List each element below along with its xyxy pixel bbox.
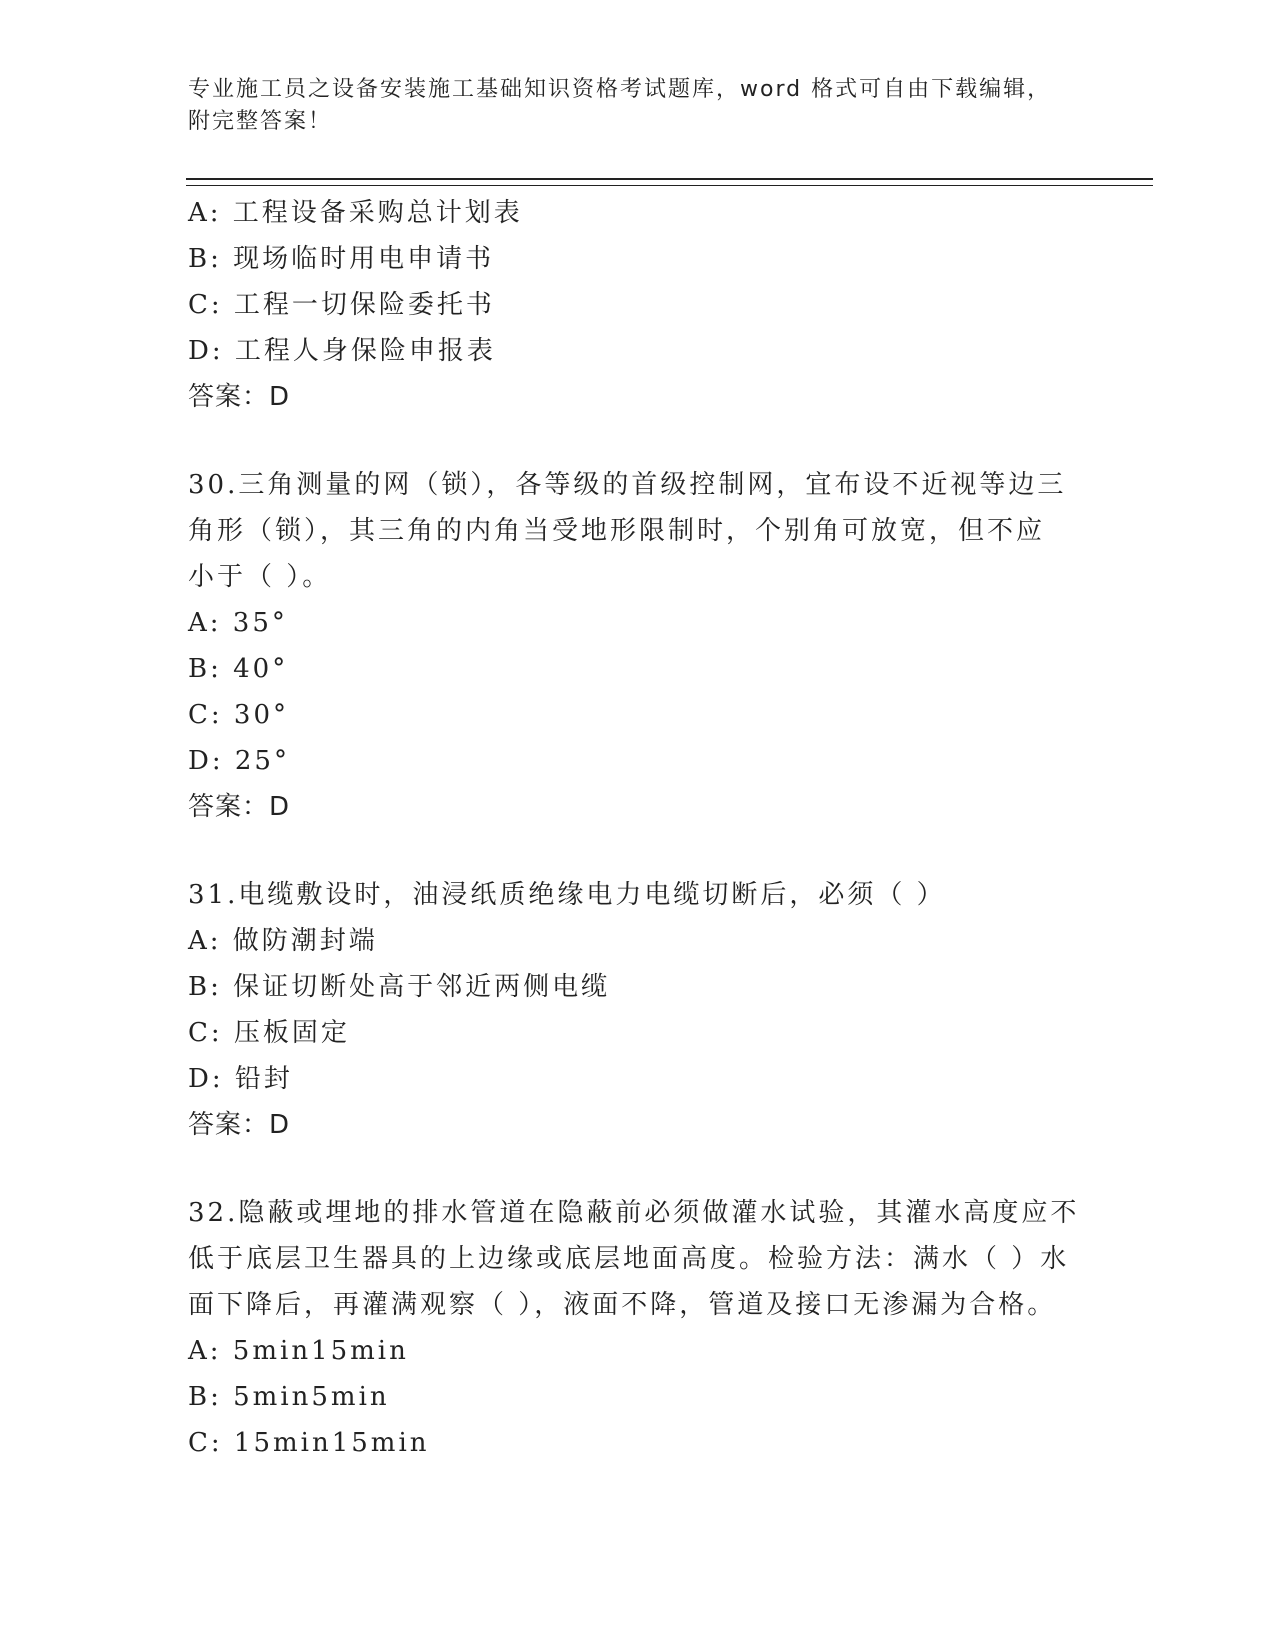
option-b: B: 5min5min (188, 1382, 390, 1412)
option-a: A: 工程设备采购总计划表 (188, 198, 523, 228)
option-c: C: 工程一切保险委托书 (188, 290, 495, 320)
question-stem-line: 角形（锁），其三角的内角当受地形限制时，个别角可放宽，但不应 (188, 516, 1046, 546)
spacer (188, 420, 1088, 462)
spacer (188, 830, 1088, 872)
answer: 答案：D (188, 792, 291, 822)
question-stem-line: 31.电缆敷设时，油浸纸质绝缘电力电缆切断后，必须（ ） (188, 880, 946, 910)
option-c: C: 15min15min (188, 1428, 430, 1458)
question-31 (188, 872, 1088, 1148)
question-stem-line: 面下降后，再灌满观察（ ），液面不降，管道及接口无渗漏为合格。 (188, 1290, 1057, 1320)
option-b: B: 40° (188, 654, 289, 684)
option-b: B: 保证切断处高于邻近两侧电缆 (188, 972, 611, 1002)
header-line-2: 附完整答案！ (188, 109, 333, 134)
question-29 (188, 190, 1088, 420)
question-stem-line: 低于底层卫生器具的上边缘或底层地面高度。检验方法：满水（ ）水 (188, 1244, 1070, 1274)
question-stem-line: 小于（ ）。 (188, 562, 332, 592)
question-32 (188, 1190, 1088, 1466)
option-b: B: 现场临时用电申请书 (188, 244, 495, 274)
option-d: D: 工程人身保险申报表 (188, 336, 496, 366)
header-divider (186, 178, 1153, 186)
option-a: A: 35° (188, 608, 288, 638)
answer: 答案：D (188, 1110, 291, 1140)
question-30 (188, 462, 1088, 830)
question-list (188, 190, 1088, 1466)
question-stem-line: 30.三角测量的网（锁），各等级的首级控制网，宜布设不近视等边三 (188, 470, 1067, 500)
option-a: A: 做防潮封端 (188, 926, 378, 956)
option-d: D: 铅封 (188, 1064, 293, 1094)
header-line-1: 专业施工员之设备安装施工基础知识资格考试题库，word 格式可自由下载编辑， (188, 77, 1052, 102)
option-c: C: 30° (188, 700, 290, 730)
answer: 答案：D (188, 382, 291, 412)
option-c: C: 压板固定 (188, 1018, 350, 1048)
document-header (188, 74, 1088, 138)
option-a: A: 5min15min (188, 1336, 409, 1366)
question-stem-line: 32.隐蔽或埋地的排水管道在隐蔽前必须做灌水试验，其灌水高度应不 (188, 1198, 1080, 1228)
spacer (188, 1148, 1088, 1190)
option-d: D: 25° (188, 746, 290, 776)
